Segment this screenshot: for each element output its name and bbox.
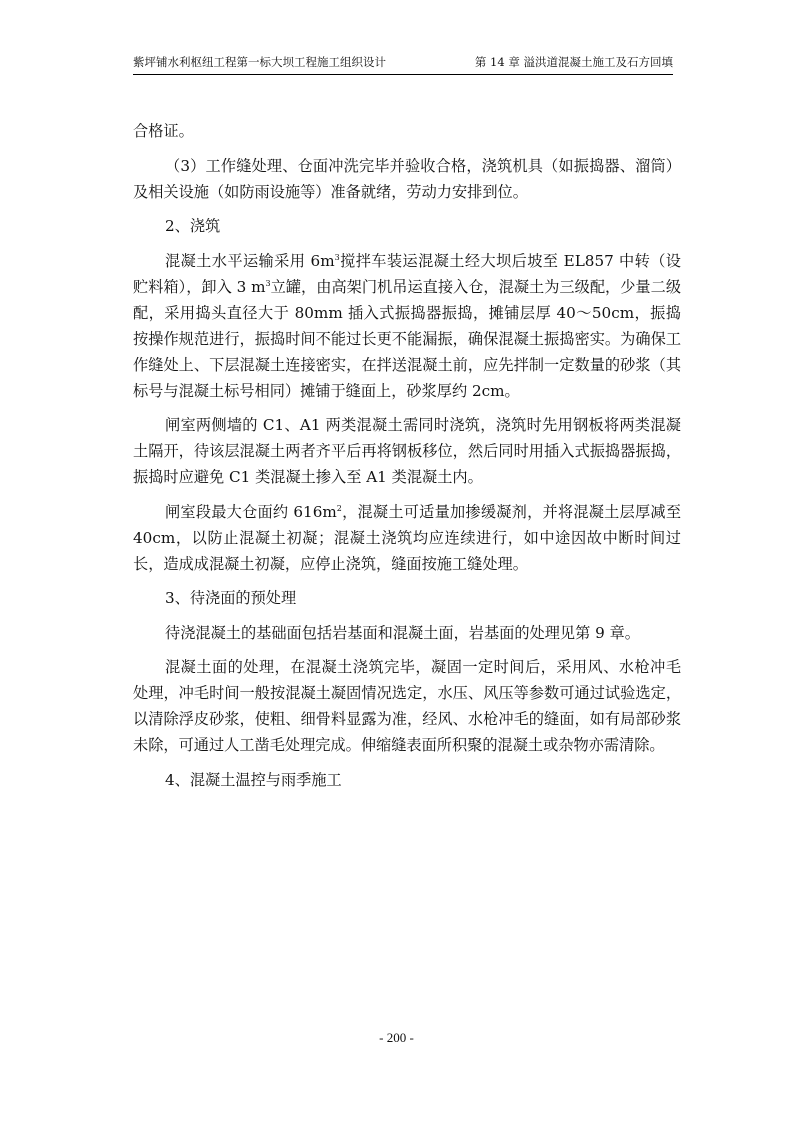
header-document-title: 紫坪铺水利枢纽工程第一标大坝工程施工组织设计 (133, 55, 386, 69)
paragraph-surface-treatment: 混凝土面的处理，在混凝土浇筑完毕，凝固一定时间后，采用风、水枪冲毛处理，冲毛时间一般按混凝土凝固情况选定，水压、风压等参数可通过试验选定，以清除浮皮砂浆，使粗、细骨料显露为准，经风、水枪冲毛的缝面，如有局部砂浆未除，可通过人工凿毛处理完成。伸缩缝表面所积聚的混凝土或杂物亦需清除。 (133, 658, 681, 754)
text-max-area-start: 闸室段最大仓面约 616m (165, 502, 337, 521)
superscript-cube-2: 3 (265, 278, 271, 288)
header-chapter-title: 第 14 章 溢洪道混凝土施工及石方回填 (474, 55, 673, 69)
text-transport-end: 立罐，由高架门机吊运直接入仓，混凝土为三级配，少量二级配，采用捣头直径大于 80mm 插入式振捣器振捣，摊铺层厚 40～50cm，振捣按操作规范进行，振捣时间不能过长更不能漏振，确保混凝土振捣密实。为确保工作缝处上、下层混凝土连接密实，在拌送混凝土前，应先拌制一定数量的砂浆（其标号与混凝土标号相同）摊铺于缝面上，砂浆厚约 2cm。 (133, 277, 682, 400)
superscript-square: 2 (336, 503, 342, 513)
text-max-area-end: ，混凝土可适量加掺缓凝剂，并将混凝土层厚减至 40cm，以防止混凝土初凝；混凝土浇筑均应连续进行，如中途因故中断时间过长，造成成混凝土初凝，应停止浇筑，缝面按施工缝处理。 (133, 502, 682, 573)
paragraph-max-area (133, 499, 681, 577)
section-heading-surface-prep: 3、待浇面的预处理 (165, 589, 297, 607)
paragraph-transport (133, 248, 681, 404)
section-heading-temperature: 4、混凝土温控与雨季施工 (165, 770, 342, 789)
page-header (133, 50, 673, 75)
paragraph-preparation: （3）工作缝处理、仓面冲洗完毕并验收合格，浇筑机具（如振捣器、溜筒）及相关设施（如防雨设施等）准备就绪，劳动力安排到位。 (133, 156, 681, 201)
paragraph-foundation: 待浇混凝土的基础面包括岩基面和混凝土面，岩基面的处理见第 9 章。 (165, 623, 640, 642)
text-transport-middle: 搅拌车装运混凝土经大坝后坡至 EL857 中转（设贮料箱），卸入 3 m (133, 251, 681, 296)
superscript-cube-1: 3 (334, 252, 340, 262)
paragraph-side-walls: 闸室两侧墙的 C1、A1 两类混凝土需同时浇筑，浇筑时先用钢板将两类混凝土隔开，待该层混凝土两者齐平后再将钢板移位，然后同时用插入式振捣器振捣，振捣时应避免 C1 类混凝土掺入至 A1 类混凝土内。 (133, 416, 681, 486)
page-body (133, 118, 681, 801)
paragraph-continued: 合格证。 (133, 122, 194, 140)
text-transport-start: 混凝土水平运输采用 6m (165, 251, 335, 270)
page-number: - 200 - (379, 1030, 414, 1045)
section-heading-pouring: 2、浇筑 (165, 217, 221, 235)
